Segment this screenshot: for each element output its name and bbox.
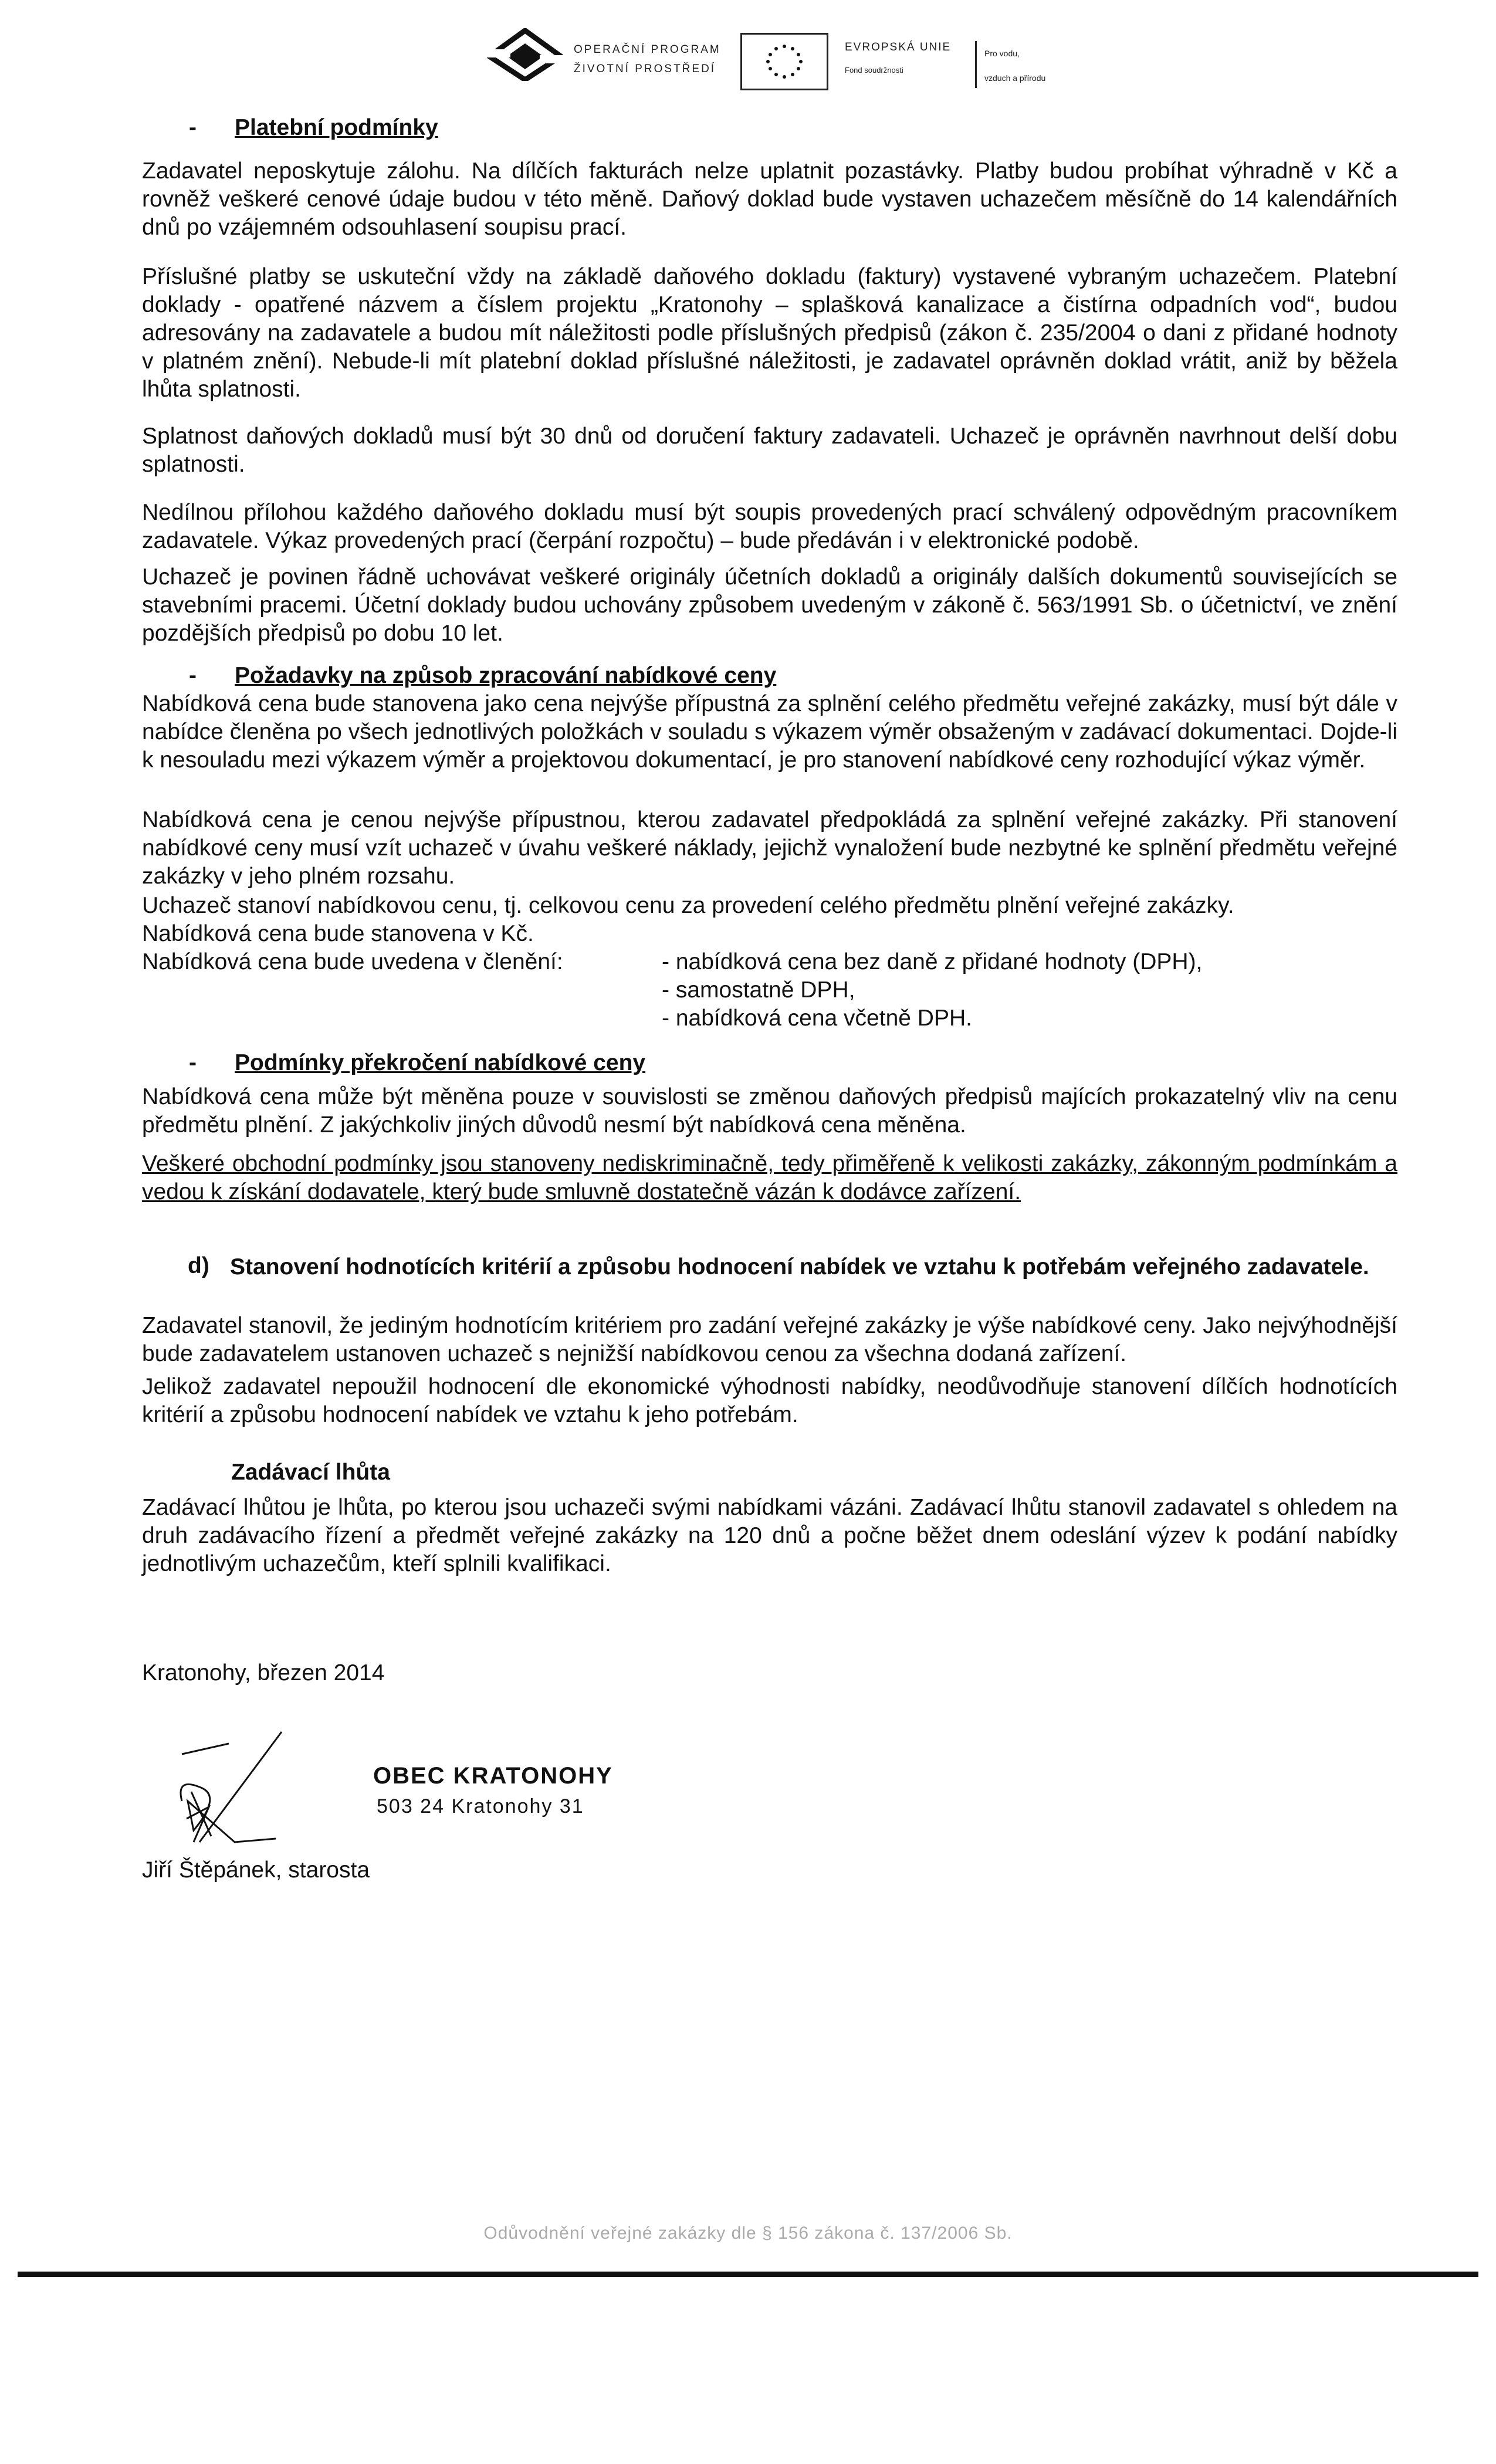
- section-pozadavky-title: - Požadavky na způsob zpracování nabídkové ceny: [189, 663, 777, 688]
- hodnoceni-paragraph-1: Zadavatel stanovil, že jediným hodnotícím kritériem pro zadání veřejné zakázky je výše nabídkové ceny. Jako nejvýhodnější bude zadavatelem ustanoven uchazeč s nejnižší nabídkovou cenou za všechna dodaná zařízení.: [142, 1313, 1397, 1366]
- platebni-paragraph-4: Nedílnou přílohou každého daňového dokladu musí být soupis provedených prací schválený odpovědným pracovníkem zadavatele. Výkaz provedených prací (čerpání rozpočtu) – bude předáván i v elektronické podobě.: [142, 500, 1397, 553]
- pozadavky-clen-list: [662, 948, 1202, 1033]
- section-d-letter: d): [188, 1253, 209, 1278]
- pozadavky-paragraph-1: Nabídková cena bude stanovena jako cena nejvýše přípustná za splnění celého předmětu veřejné zakázky, musí být dále v nabídce členěna po všech jednotlivých položkách v souladu s výkazem výměr obsaženým v zadávací dokumentaci. Dojde-li k nesouladu mezi výkazem výměr a projektovou dokumentací, je pro stanovení nabídkové ceny rozhodující výkaz výměr.: [142, 691, 1397, 773]
- section-prekroceni-title: - Podmínky překročení nabídkové ceny: [189, 1050, 646, 1075]
- eu-motto: [984, 41, 1045, 90]
- footer-note: Odůvodnění veřejné zakázky dle § 156 zákona č. 137/2006 Sb.: [483, 2223, 1013, 2243]
- prekroceni-paragraph-1: Nabídková cena může být měněna pouze v souvislosti se změnou daňových předpisů majících prokazatelný vliv na cenu předmětu plnění. Z jakýchkoliv jiných důvodů nesmí být nabídková cena měněna.: [142, 1084, 1397, 1138]
- platebni-paragraph-3: Splatnost daňových dokladů musí být 30 dnů od doručení faktury zadavateli. Uchazeč je oprávněn navrhnout delší dobu splatnosti.: [142, 424, 1397, 477]
- op-line1: OPERAČNÍ PROGRAM: [574, 43, 721, 56]
- prekroceni-paragraph-2: Veškeré obchodní podmínky jsou stanoveny nediskriminačně, tedy přiměřeně k velikosti zakázky, zákonným podmínkám a vedou k získání dodavatele, který bude smluvně dostatečně vázán k dodávce zařízení.: [142, 1151, 1397, 1204]
- eu-motto-line1: Pro vodu,: [984, 49, 1020, 58]
- section-d-title: Stanovení hodnotících kritérií a způsobu hodnocení nabídek ve vztahu k potřebám veřejného zadavatele.: [230, 1254, 1369, 1280]
- hodnoceni-paragraph-2: Jelikož zadavatel nepoužil hodnocení dle ekonomické výhodnosti nabídky, neodůvodňuje stanovení dílčích hodnotících kritérií a způsobu hodnocení nabídek ve vztahu k jeho potřebám.: [142, 1374, 1397, 1427]
- platebni-paragraph-2: Příslušné platby se uskuteční vždy na základě daňového dokladu (faktury) vystavené vybraným uchazečem. Platební doklady - opatřené názvem a číslem projektu „Kratonohy – splašková kanalizace a čistírna odpadních vod“, budou adresovány na zadavatele a budou mít náležitosti podle příslušných předpisů (zákon č. 235/2004 o dani z přidané hodnoty v platném znění). Nebude-li mít platební doklad příslušné náležitosti, je zadavatel oprávněn doklad vrátit, aniž by běžela lhůta splatnosti.: [142, 264, 1397, 402]
- eu-motto-line2: vzduch a přírodu: [984, 73, 1046, 83]
- section-prekroceni-label: Podmínky překročení nabídkové ceny: [235, 1050, 646, 1075]
- list-item: - samostatně DPH,: [662, 977, 855, 1003]
- platebni-paragraph-5: Uchazeč je povinen řádně uchovávat veškeré originály účetních dokladů a originály dalších dokumentů souvisejících se stavebními pracemi. Účetní doklady budou uchovány způsobem uvedeným v zákoně č. 563/1991 Sb. o účetnictví, ve znění pozdějších předpisů po dobu 10 let.: [142, 564, 1397, 646]
- stamp-address: 503 24 Kratonohy 31: [377, 1795, 584, 1817]
- place-and-date: Kratonohy, březen 2014: [142, 1660, 385, 1685]
- section-platebni-title: - Platební podmínky: [189, 115, 438, 140]
- section-pozadavky-label: Požadavky na způsob zpracování nabídkové ceny: [235, 663, 777, 688]
- list-item: - nabídková cena včetně DPH.: [662, 1006, 972, 1031]
- pozadavky-paragraph-4: Nabídková cena bude stanovena v Kč.: [142, 921, 534, 946]
- lhuta-paragraph-1: Zadávací lhůtou je lhůta, po kterou jsou uchazeči svými nabídkami vázáni. Zadávací lhůtu stanovil zadavatel s ohledem na druh zadávacího řízení a předmět veřejné zakázky na 120 dnů a počne běžet dnem odeslání výzev k podání nabídky jednotlivým uchazečům, kteří splnili kvalifikaci.: [142, 1495, 1397, 1576]
- pozadavky-paragraph-2: Nabídková cena je cenou nejvýše přípustnou, kterou zadavatel předpokládá za splnění veřejné zakázky. Při stanovení nabídkové ceny musí vzít uchazeč v úvahu veškeré náklady, jejichž vynaložení bude nezbytné ke splnění předmětu veřejné zakázky v jeho plném rozsahu.: [142, 807, 1397, 889]
- section-lhuta-title: Zadávací lhůta: [231, 1460, 390, 1485]
- pozadavky-paragraph-3: Uchazeč stanoví nabídkovou cenu, tj. celkovou cenu za provedení celého předmětu plnění veřejné zakázky.: [142, 893, 1234, 918]
- section-platebni-label: Platební podmínky: [235, 115, 438, 140]
- handwritten-signature: [158, 1731, 299, 1848]
- stamp-title: OBEC KRATONOHY: [373, 1763, 613, 1789]
- eu-flag: [740, 33, 828, 90]
- header-logos: [487, 23, 1109, 94]
- footer-rule: [18, 2272, 1478, 2277]
- list-item: - nabídková cena bez daně z přidané hodnoty (DPH),: [662, 949, 1203, 974]
- operacni-program-logo: [487, 28, 563, 81]
- op-line2: ŽIVOTNÍ PROSTŘEDÍ: [574, 63, 716, 75]
- eu-subtitle: Fond soudržnosti: [845, 66, 903, 75]
- eu-separator: [975, 41, 977, 88]
- pozadavky-clen-label: Nabídková cena bude uvedena v členění:: [142, 949, 563, 974]
- op-logo-text: [574, 40, 721, 79]
- platebni-paragraph-1: Zadavatel neposkytuje zálohu. Na dílčích fakturách nelze uplatnit pozastávky. Platby budou probíhat výhradně v Kč a rovněž veškeré cenové údaje budou v této měně. Daňový doklad bude vystaven uchazečem měsíčně do 14 kalendářních dnů po vzájemném odsouhlasení soupisu prací.: [142, 158, 1397, 240]
- signer-name: Jiří Štěpánek, starosta: [142, 1857, 370, 1883]
- eu-stars-icon: [742, 35, 827, 89]
- eu-title: EVROPSKÁ UNIE: [845, 41, 952, 53]
